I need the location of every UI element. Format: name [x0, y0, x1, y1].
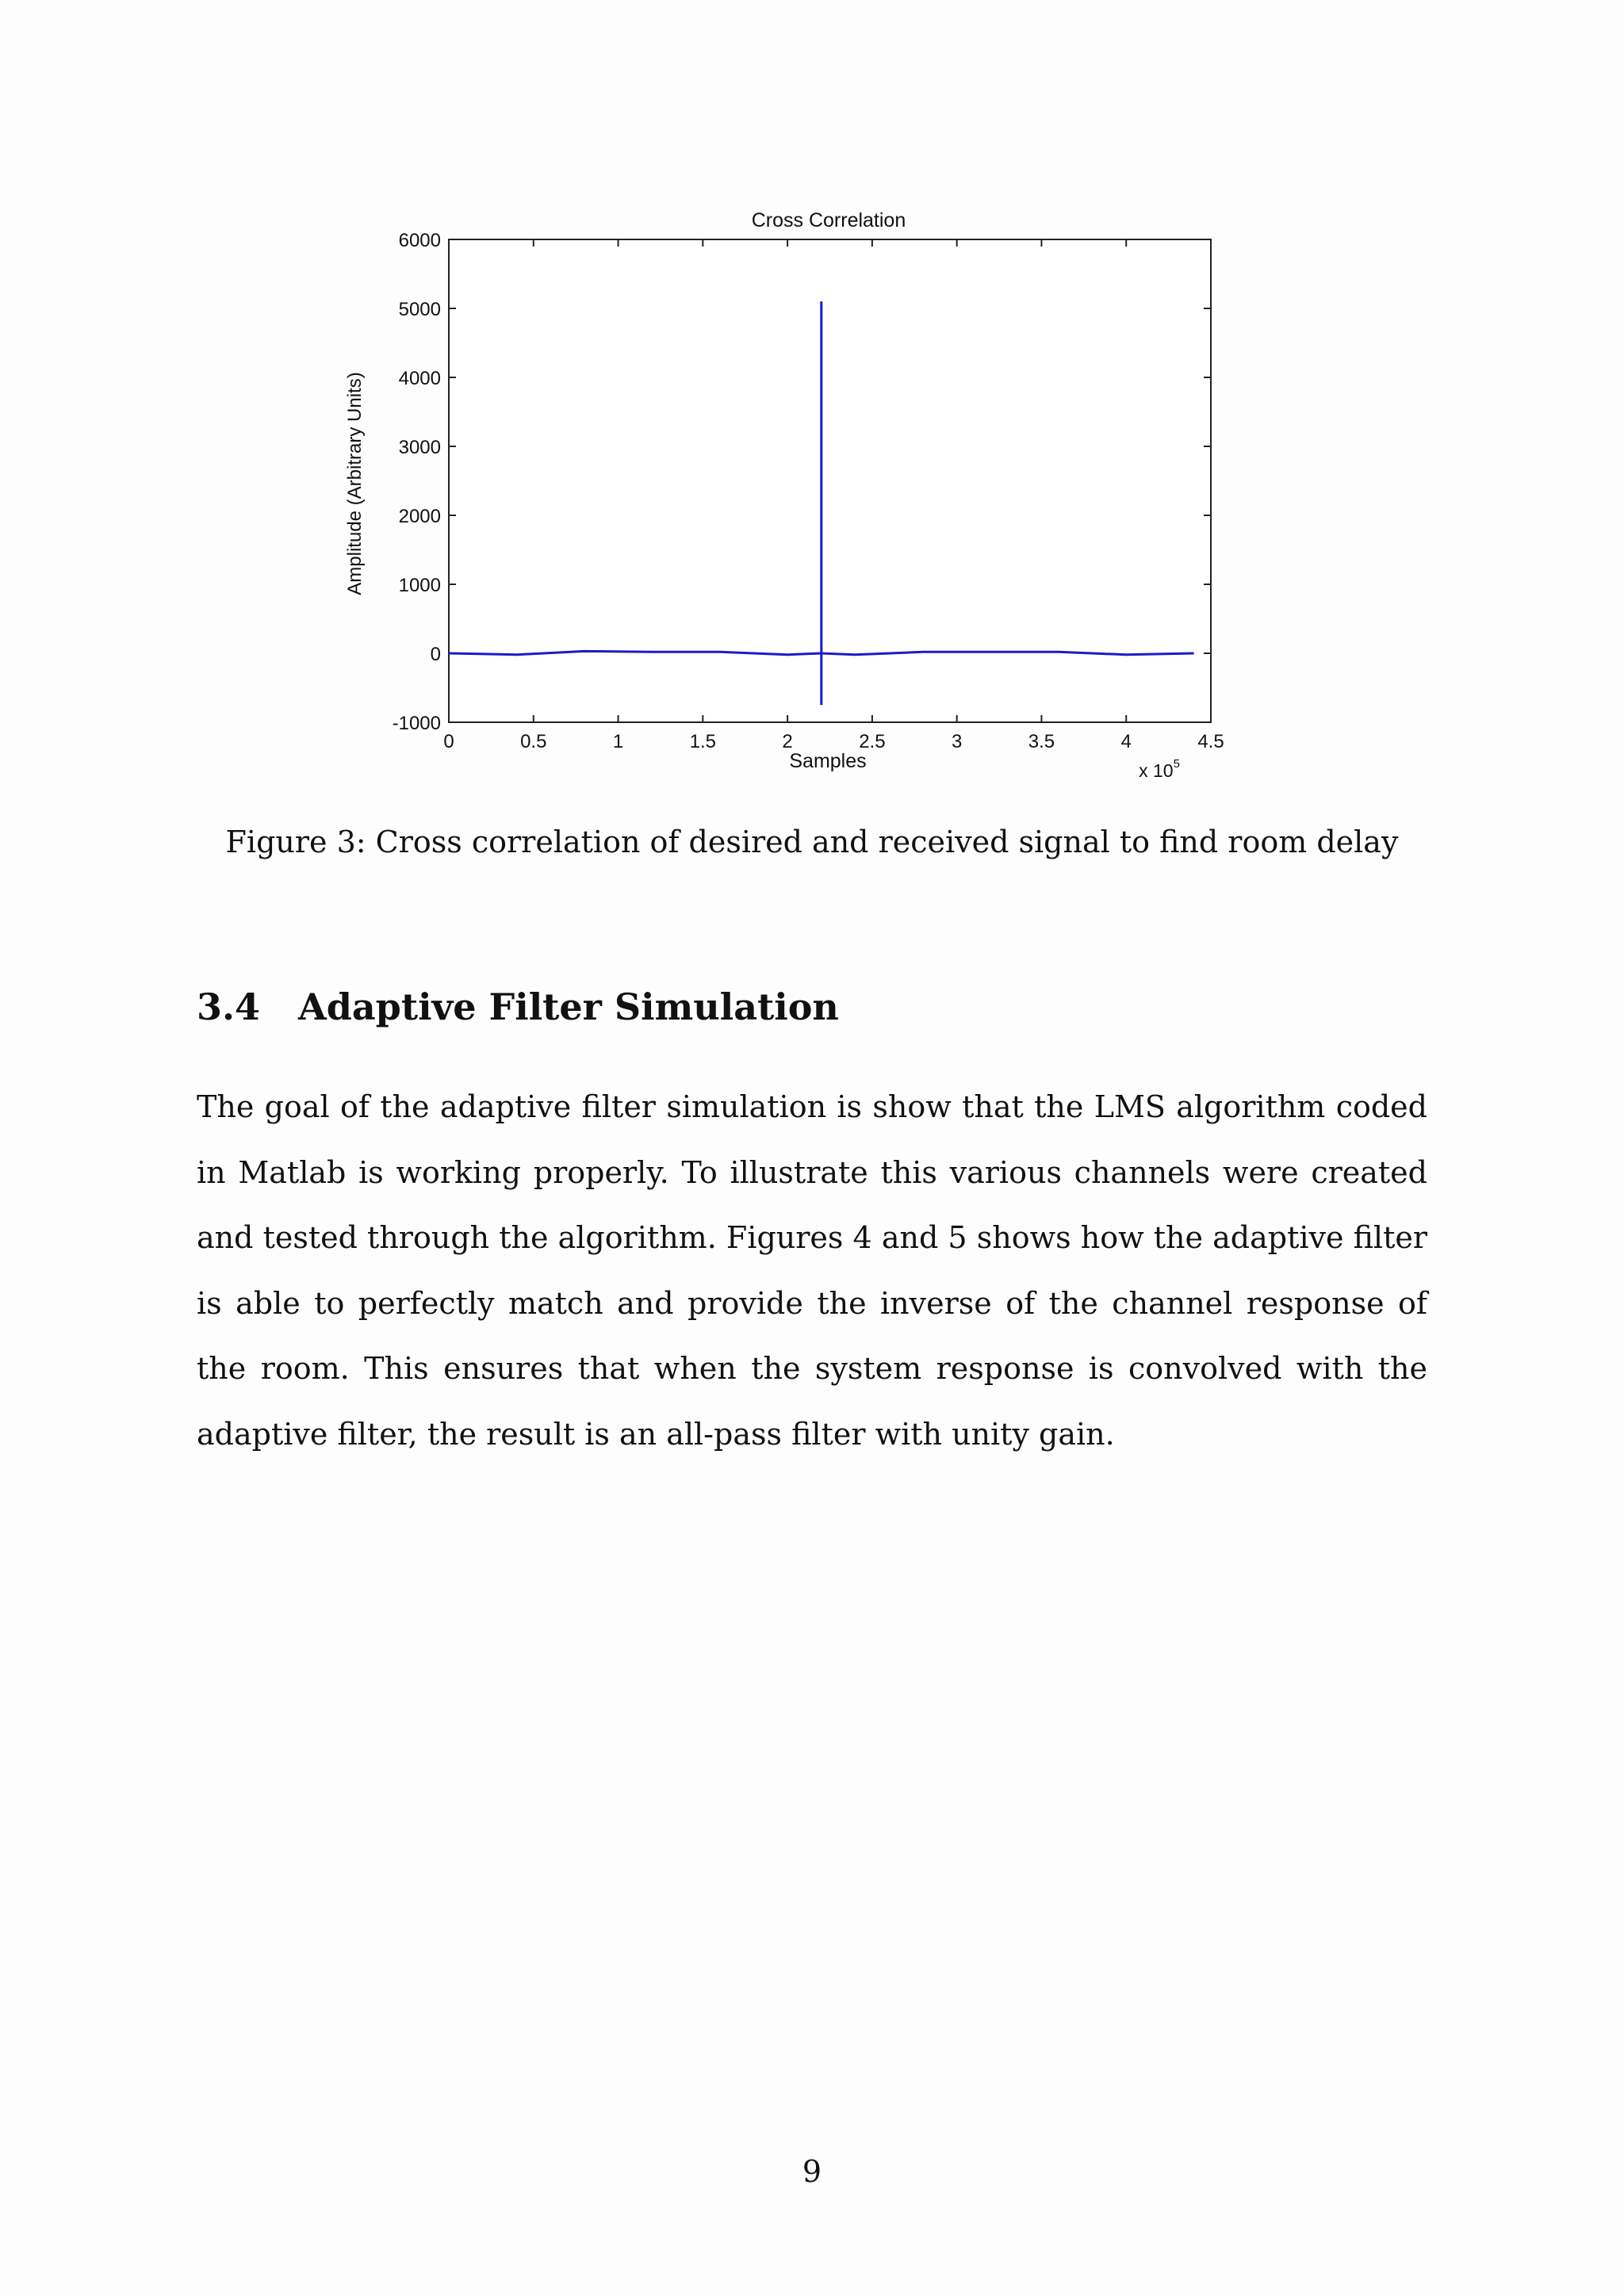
y-tick-label: 6000	[398, 230, 441, 251]
y-tick-label: 1000	[398, 575, 441, 596]
x-tick-label: 0.5	[520, 731, 547, 752]
y-tick-label: 0	[430, 644, 441, 665]
x-tick-label: 0	[443, 731, 454, 752]
y-tick-label: -1000	[392, 713, 441, 734]
y-tick-label: 5000	[398, 299, 441, 320]
body-paragraph: The goal of the adaptive filter simulation is show that the LMS algorithm coded in Matlab is working properly. To illustrate this various channels were created and tested through the algorithm. Figures 4 and 5 shows how the adaptive filter is able to perfectly match and provide the inverse of the channel response of the room. This ensures that when the system response is convolved with the adaptive filter, the result is an all-pass filter with unity gain.	[197, 1089, 1427, 1452]
figure-cross-correlation	[333, 198, 1245, 801]
x-multiplier-exponent: 5	[1173, 757, 1180, 771]
x-tick-label: 4.5	[1197, 731, 1224, 752]
y-tick-label: 4000	[398, 368, 441, 389]
x-tick-label: 2	[782, 731, 793, 752]
plot-frame	[449, 239, 1211, 722]
section-heading	[197, 983, 839, 1031]
x-tick-label: 3	[951, 731, 963, 752]
y-axis-label: Amplitude (Arbitrary Units)	[344, 372, 366, 595]
x-tick-label: 2.5	[859, 731, 886, 752]
x-axis-multiplier	[1139, 757, 1180, 781]
y-tick-label: 2000	[398, 506, 441, 527]
x-tick-label: 1	[612, 731, 624, 752]
x-tick-label: 1.5	[689, 731, 717, 752]
section-number: 3.4	[197, 985, 261, 1028]
chart-title: Cross Correlation	[751, 209, 906, 232]
x-multiplier-base: x 10	[1139, 760, 1174, 781]
y-tick-label: 3000	[398, 437, 441, 458]
x-axis-label: Samples	[789, 750, 867, 772]
plot-area	[393, 230, 1224, 752]
section-title: Adaptive Filter Simulation	[298, 985, 839, 1028]
figure-caption: Figure 3: Cross correlation of desired and received signal to find room delay	[225, 825, 1399, 859]
page-number: 9	[802, 2154, 822, 2189]
x-tick-label: 3.5	[1028, 731, 1055, 752]
cross-correlation-chart	[333, 198, 1245, 801]
x-tick-label: 4	[1120, 731, 1132, 752]
